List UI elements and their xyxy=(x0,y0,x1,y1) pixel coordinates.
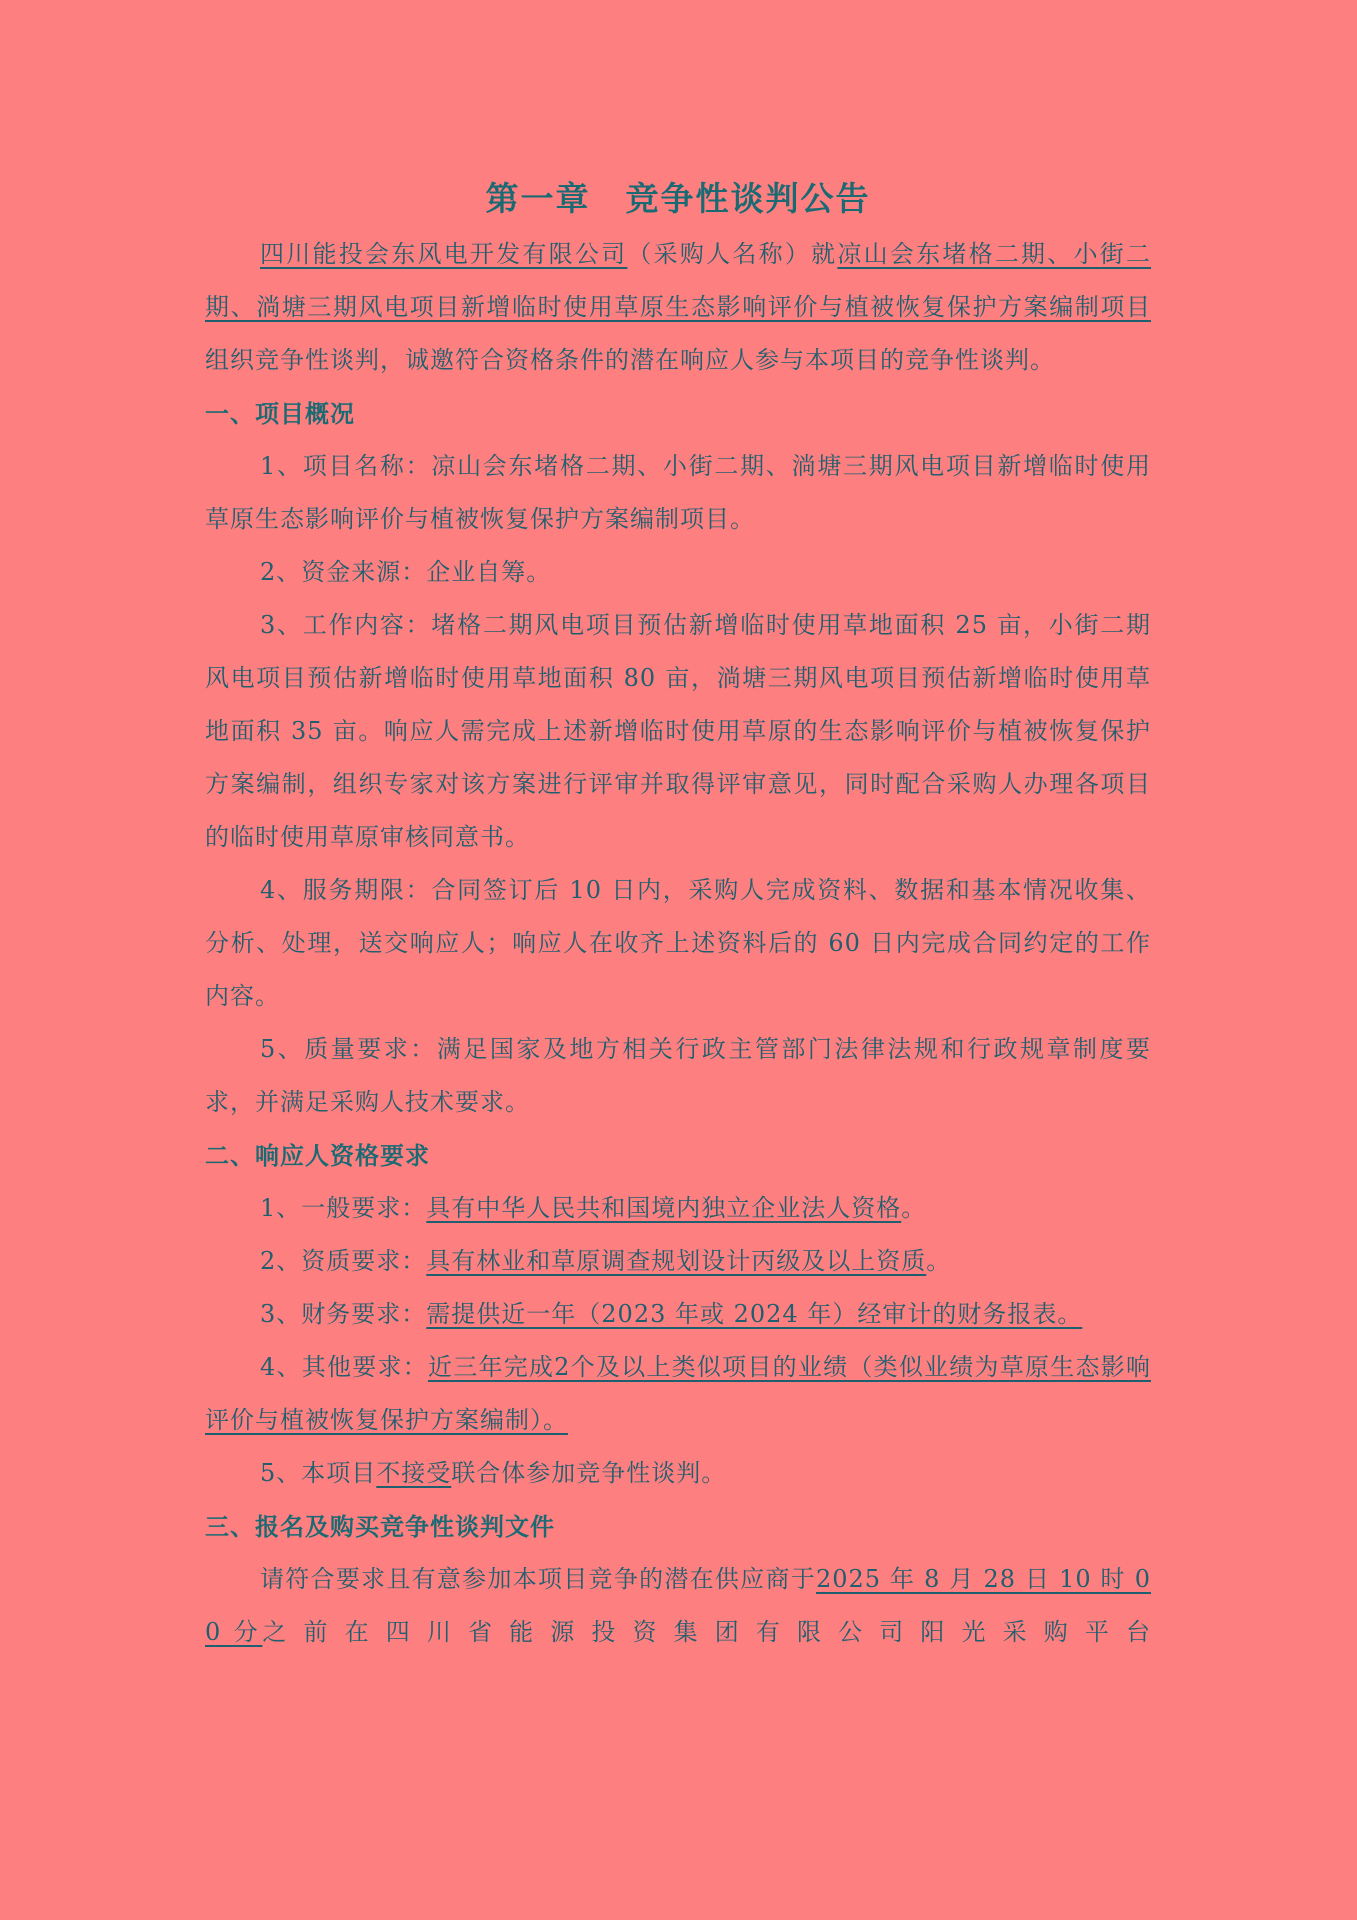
registration-pre: 请符合要求且有意参加本项目竞争的潜在供应商于 xyxy=(260,1565,816,1593)
qualification-item-5 xyxy=(205,1447,1151,1500)
purchaser-note: （采购人名称）就 xyxy=(627,240,838,268)
qualification-label: 5、本项目 xyxy=(260,1459,377,1487)
section-heading-registration: 三、报名及购买竞争性谈判文件 xyxy=(205,1512,555,1541)
page-title: 第一章 竞争性谈判公告 xyxy=(485,179,871,218)
qualification-label: 4、其他要求： xyxy=(260,1353,428,1381)
intro-rest: 组织竞争性谈判，诚邀符合资格条件的潜在响应人参与本项目的竞争性谈判。 xyxy=(205,346,1055,374)
consortium-not-accepted: 不接受 xyxy=(376,1459,452,1487)
overview-item-5: 5、质量要求：满足国家及地方相关行政主管部门法律法规和行政规章制度要求，并满足采购人技术要求。 xyxy=(205,1035,1151,1116)
document-page xyxy=(205,170,1151,1659)
overview-item-4: 4、服务期限：合同签订后 10 日内，采购人完成资料、数据和基本情况收集、分析、处理，送交响应人；响应人在收齐上述资料后的 60 日内完成合同约定的工作内容。 xyxy=(205,876,1151,1010)
overview-item-1: 1、项目名称：凉山会东堵格二期、小街二期、淌塘三期风电项目新增临时使用草原生态影响评价与植被恢复保护方案编制项目。 xyxy=(205,452,1151,533)
qualification-label: 3、财务要求： xyxy=(260,1300,427,1328)
qualification-value: 需提供近一年（2023 年或 2024 年）经审计的财务报表。 xyxy=(426,1300,1083,1328)
project-name: 凉山会东堵格二期、小街二期、淌塘三期风电项目新增临时使用草原生态影响评价与植被恢复保护方案编制项目 xyxy=(205,240,1152,321)
registration-deadline: 2025 年 8 月 28 日 10 时 00 分 xyxy=(205,1565,1151,1646)
qualification-label: 2、资质要求： xyxy=(260,1247,427,1275)
registration-paragraph xyxy=(205,1553,1151,1659)
qualification-value: 具有林业和草原调查规划设计丙级及以上资质 xyxy=(426,1247,927,1275)
section-heading-overview: 一、项目概况 xyxy=(205,399,355,428)
qualification-value: 近三年完成2个及以上类似项目的业绩（类似业绩为草原生态影响评价与植被恢复保护方案编制）。 xyxy=(205,1353,1151,1434)
qualification-item-4 xyxy=(205,1341,1151,1447)
qualification-tail: 联合体参加竞争性谈判。 xyxy=(451,1459,727,1487)
qualification-value: 具有中华人民共和国境内独立企业法人资格 xyxy=(426,1194,902,1222)
qualification-tail: 。 xyxy=(926,1247,952,1275)
section-heading-qualification: 二、响应人资格要求 xyxy=(205,1141,430,1170)
qualification-label: 1、一般要求： xyxy=(260,1194,427,1222)
qualification-item-2 xyxy=(205,1235,1151,1288)
overview-item-3: 3、工作内容：堵格二期风电项目预估新增临时使用草地面积 25 亩，小街二期风电项目预估新增临时使用草地面积 80 亩，淌塘三期风电项目预估新增临时使用草地面积 35 亩。响应人需完成上述新增临时使用草原的生态影响评价与植被恢复保护方案编制，组织专家对该方案进行评审并取得评审意见，同时配合采购人办理各项目的临时使用草原审核同意书。 xyxy=(205,611,1151,851)
qualification-tail: 。 xyxy=(901,1194,927,1222)
qualification-item-3 xyxy=(205,1288,1151,1341)
purchaser-name: 四川能投会东风电开发有限公司 xyxy=(260,240,628,268)
qualification-item-1 xyxy=(205,1182,1151,1235)
intro-paragraph xyxy=(205,228,1151,387)
overview-item-2: 2、资金来源：企业自筹。 xyxy=(260,558,552,586)
registration-post: 之 前 在 四 川 省 能 源 投 资 集 团 有 限 公 司 阳 光 采 购 平 台 xyxy=(262,1618,1151,1646)
